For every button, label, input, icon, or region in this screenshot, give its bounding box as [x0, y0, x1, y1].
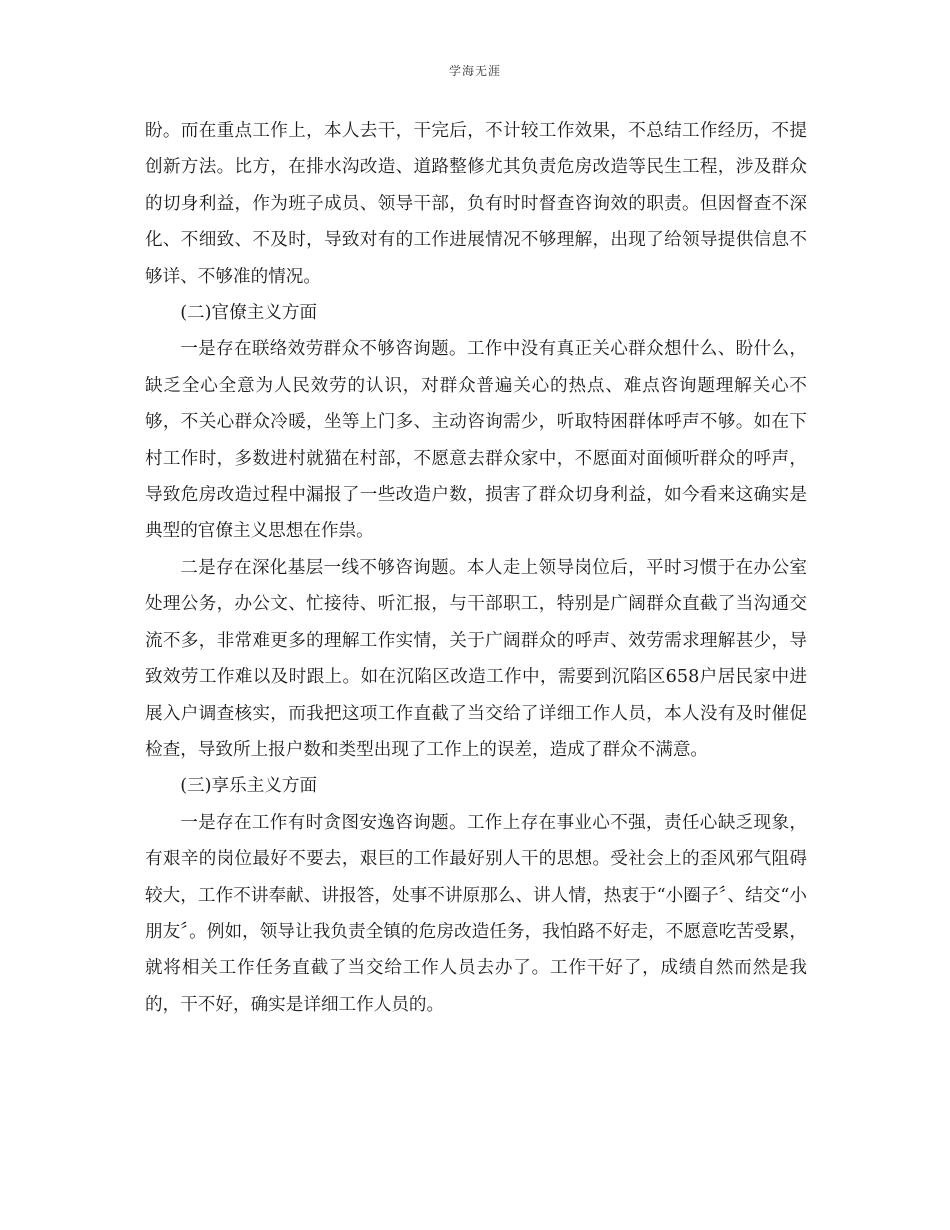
- section-heading-hedonism: (三)享乐主义方面: [180, 776, 318, 797]
- paragraph-bureaucratism-1: 一是存在联络效劳群众不够咨询题。工作中没有真正关心群众想什么、盼什么，缺乏全心全意为人民效劳的认识，对群众普遍关心的热点、难点咨询题理解关心不够，不关心群众冷暖，坐等上门多、主动咨询需少，听取特困群体呼声不够。如在下村工作时，多数进村就猫在村部，不愿意去群众家中，不愿面对面倾听群众的呼声，导致危房改造过程中漏报了一些改造户数，损害了群众切身利益，如今看来这确实是典型的官僚主义思想在作祟。: [145, 339, 807, 542]
- page-header: 学海无涯: [448, 64, 501, 78]
- paragraph-hedonism-1: 一是存在工作有时贪图安逸咨询题。工作上存在事业心不强，责任心缺乏现象，有艰辛的岗位最好不要去，艰巨的工作最好别人干的思想。受社会上的歪风邪气阻碍较大，工作不讲奉献、讲报答，处事不讲原那么、讲人情，热衷于“小圈子〞、结交“小朋友〞。例如，领导让我负责全镇的危房改造任务，我怕路不好走，不愿意吃苦受累，就将相关工作任务直截了当交给工作人员去办了。工作干好了，成绩自然而然是我的，干不好，确实是详细工作人员的。: [145, 812, 807, 1015]
- paragraph-continuation: 盼。而在重点工作上，本人去干，干完后，不计较工作效果，不总结工作经历，不提创新方法。比方，在排水沟改造、道路整修尤其负责危房改造等民生工程，涉及群众的切身利益，作为班子成员、领导干部，负有时时督查咨询效的职责。但因督查不深化、不细致、不及时，导致对有的工作进展情况不够理解，出现了给领导提供信息不够详、不够准的情况。: [145, 121, 807, 287]
- document-body: [145, 113, 807, 1023]
- paragraph-bureaucratism-2: 二是存在深化基层一线不够咨询题。本人走上领导岗位后，平时习惯于在办公室处理公务，办公文、忙接待、听汇报，与干部职工，特别是广阔群众直截了当沟通交流不多，非常难更多的理解工作实情，关于广阔群众的呼声、效劳需求理解甚少，导致效劳工作难以及时跟上。如在沉陷区改造工作中，需要到沉陷区658户居民家中进展入户调查核实，而我把这项工作直截了当交给了详细工作人员，本人没有及时催促检查，导致所上报户数和类型出现了工作上的误差，造成了群众不满意。: [145, 557, 807, 760]
- section-heading-bureaucratism: (二)官僚主义方面: [180, 303, 318, 324]
